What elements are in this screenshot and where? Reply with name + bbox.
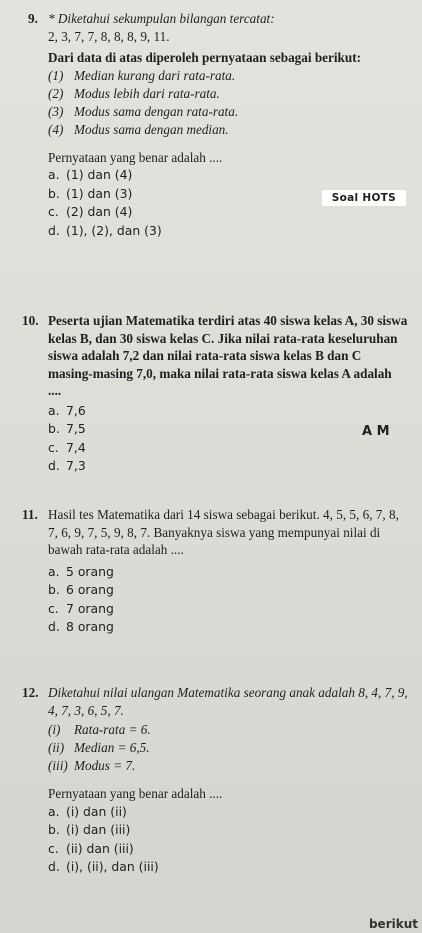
answer-option-b[interactable]: b. (i) dan (iii) — [48, 822, 131, 838]
statement: (4) Modus sama dengan median. — [48, 121, 229, 137]
question-11 — [22, 506, 408, 636]
answer-options — [48, 402, 408, 476]
answer-option-c[interactable]: c. 7,4 — [48, 439, 86, 455]
question-10 — [22, 312, 408, 476]
question-lead: Dari data di atas diperoleh pernyataan sebagai berikut: — [48, 50, 361, 66]
hots-badge: Soal HOTS — [322, 190, 406, 206]
question-12 — [22, 684, 408, 876]
question-text: Peserta ujian Matematika terdiri atas 40 siswa kelas A, 30 siswa kelas B, dan 30 siswa kelas C. Jika nilai rata-rata keseluruhan siswa adalah 7,2 dan nilai rata-rata siswa kelas B dan C masing-masing 7,0, maka nilai rata-rata siswa kelas A adalah .... — [48, 313, 408, 399]
statement-list — [48, 67, 408, 139]
answer-option-d[interactable]: d. 7,3 — [48, 458, 86, 474]
cut-off-text: berikut — [368, 917, 418, 931]
question-number: 12. — [22, 685, 39, 700]
statement: (1) Median kurang dari rata-rata. — [48, 67, 236, 83]
answer-option-a[interactable]: a. (1) dan (4) — [48, 167, 133, 183]
answer-option-b[interactable]: b. 6 orang — [48, 582, 114, 598]
statement: (i) Rata-rata = 6. — [48, 722, 151, 738]
statement: (iii) Modus = 7. — [48, 758, 136, 774]
handwritten-note: A M — [362, 424, 390, 439]
question-prompt: Pernyataan yang benar adalah .... — [48, 149, 223, 165]
answer-option-a[interactable]: a. (i) dan (ii) — [48, 803, 127, 819]
answer-option-a[interactable]: a. 7,6 — [48, 402, 86, 418]
answer-option-c[interactable]: c. (2) dan (4) — [48, 204, 133, 220]
answer-option-d[interactable]: d. 8 orang — [48, 619, 114, 634]
question-number: 9. — [28, 11, 38, 26]
question-prompt: Pernyataan yang benar adalah .... — [48, 786, 223, 802]
question-text: Hasil tes Matematika dari 14 siswa sebagai berikut. 4, 5, 5, 6, 7, 8, 7, 6, 9, 7, 5, 9, 8, 7. Banyaknya siswa yang mempunyai nilai di bawah rata-rata adalah .... — [48, 507, 399, 558]
number-set: 2, 3, 7, 7, 8, 8, 8, 9, 11. — [48, 28, 170, 44]
answer-option-b[interactable]: b. (1) dan (3) — [48, 185, 133, 201]
answer-options — [48, 563, 408, 637]
statement: (ii) Median = 6,5. — [48, 740, 150, 756]
question-number: 10. — [22, 313, 39, 328]
answer-options — [48, 803, 408, 877]
answer-option-c[interactable]: c. (ii) dan (iii) — [48, 840, 134, 856]
answer-option-c[interactable]: c. 7 orang — [48, 600, 114, 616]
question-text: Diketahui nilai ulangan Matematika seorang anak adalah 8, 4, 7, 9, 4, 7, 3, 6, 5, 7. — [48, 685, 408, 718]
question-number: 11. — [22, 507, 38, 522]
answer-option-d[interactable]: d. (1), (2), dan (3) — [48, 222, 162, 238]
answer-option-d[interactable]: d. (i), (ii), dan (iii) — [48, 859, 159, 874]
answer-option-a[interactable]: a. 5 orang — [48, 563, 114, 579]
statement-list — [48, 721, 408, 775]
statement: (2) Modus lebih dari rata-rata. — [48, 85, 220, 101]
question-intro: * Diketahui sekumpulan bilangan tercatat: — [48, 11, 275, 26]
statement: (3) Modus sama dengan rata-rata. — [48, 103, 239, 119]
answer-option-b[interactable]: b. 7,5 — [48, 421, 86, 437]
